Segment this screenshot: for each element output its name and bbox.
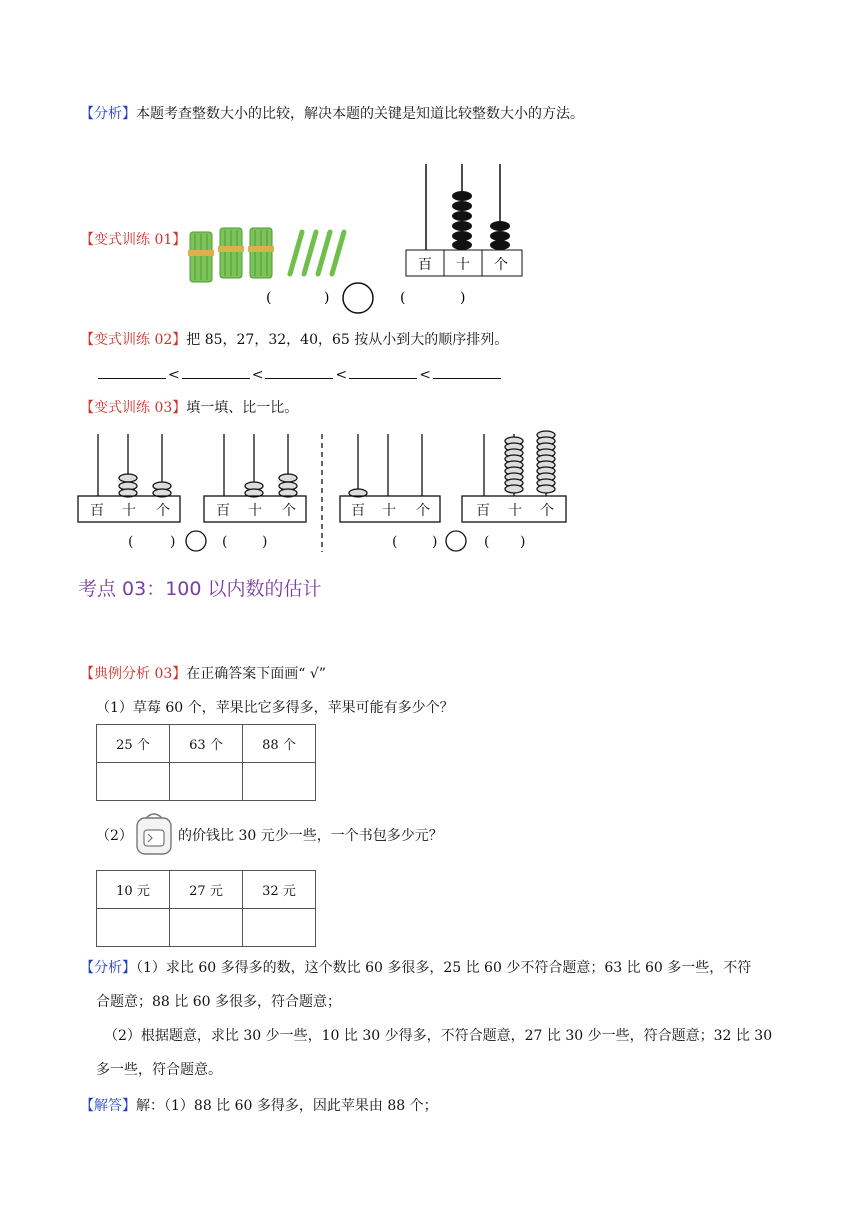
blank-4[interactable] <box>349 364 417 379</box>
schoolbag-icon <box>132 810 176 858</box>
abacusB-label-bai: 百 <box>216 503 230 519</box>
q2-option-1: 10 元 <box>97 871 170 909</box>
compare-circle-2 <box>446 531 466 551</box>
variant01-figure <box>186 160 526 320</box>
abacusD-label-ge: 个 <box>540 503 554 519</box>
blank-1[interactable] <box>98 364 166 379</box>
stick-bundles <box>188 228 344 282</box>
analysis-line <box>80 104 584 124</box>
variant03-figure <box>76 430 570 556</box>
blank-5[interactable] <box>433 364 501 379</box>
variant03-tag: 【变式训练 03】 <box>80 400 187 416</box>
example03-line <box>80 664 326 684</box>
question-1: （1）草莓 60 个，苹果比它多得多，苹果可能有多少个？ <box>96 700 454 716</box>
paren-b-l: ( <box>222 534 228 550</box>
q2-option-2: 27 元 <box>170 871 243 909</box>
analysis2-line3: （2）根据题意，求比 30 少一些，10 比 30 少得多，不符合题意，27 比 30 少一些，符合题意；32 比 30 <box>104 1028 773 1044</box>
answer-text: 解：（1）88 比 60 多得多，因此苹果由 88 个； <box>136 1098 438 1114</box>
abacusA-label-bai: 百 <box>90 503 104 519</box>
paren-left-2: ( <box>400 290 406 306</box>
compare-circle <box>343 283 373 313</box>
lt-3: < <box>335 367 348 383</box>
abacusD-label-bai: 百 <box>476 503 490 519</box>
paren-a-l: ( <box>128 534 134 550</box>
paren-left-1: ( <box>266 290 272 306</box>
analysis-text: 本题考查整数大小的比较，解决本题的关键是知道比较整数大小的方法。 <box>136 106 584 122</box>
section-heading: 考点 03：100 以内数的估计 <box>78 578 322 600</box>
q1-table <box>96 724 316 801</box>
analysis2-text1: （1）求比 60 多得多的数，这个数比 60 多很多，25 比 60 少不符合题意；63 比 60 多一些，不符 <box>136 960 752 976</box>
paren-c-l: ( <box>392 534 398 550</box>
paren-d-r: ) <box>520 534 526 550</box>
variant03-text: 填一填、比一比。 <box>186 400 299 416</box>
q2-answer-cell-3[interactable] <box>243 909 316 947</box>
lt-4: < <box>419 367 431 383</box>
q2-answer-cell-1[interactable] <box>97 909 170 947</box>
blank-2[interactable] <box>182 364 250 379</box>
lt-1: < <box>168 367 180 383</box>
answer-tag: 【解答】 <box>80 1098 136 1114</box>
paren-right-1: ) <box>324 290 330 306</box>
analysis-tag: 【分析】 <box>80 106 136 122</box>
compare-circle-1 <box>186 531 206 551</box>
blank-3[interactable] <box>265 364 333 379</box>
abacus01-label-bai: 百 <box>418 257 432 273</box>
paren-b-r: ) <box>262 534 268 550</box>
q1-answer-cell-1[interactable] <box>97 763 170 801</box>
q2-option-3: 32 元 <box>243 871 316 909</box>
analysis2-line1 <box>80 958 751 978</box>
abacusC-label-bai: 百 <box>351 503 365 519</box>
example03-tag: 【典例分析 03】 <box>80 666 187 682</box>
ordering-blanks <box>98 364 501 385</box>
abacusD-label-shi: 十 <box>508 503 522 519</box>
abacusB-label-shi: 十 <box>248 503 262 519</box>
variant01-tag: 【变式训练 01】 <box>80 232 187 248</box>
abacusB-label-ge: 个 <box>282 503 296 519</box>
variant02-tag: 【变式训练 02】 <box>80 332 187 348</box>
abacusA-label-ge: 个 <box>156 503 170 519</box>
example03-text: 在正确答案下面画“ √” <box>186 666 326 682</box>
variant03-line <box>80 398 298 418</box>
analysis2-line2: 合题意；88 比 60 多很多，符合题意； <box>96 994 341 1010</box>
abacus01-label-ge: 个 <box>494 257 508 273</box>
abacusC-label-ge: 个 <box>416 503 430 519</box>
q2-suffix: 的价钱比 30 元少一些，一个书包多少元？ <box>178 828 443 844</box>
variant02-text: 把 85，27，32，40，65 按从小到大的顺序排列。 <box>186 332 509 348</box>
q1-option-3: 88 个 <box>243 725 316 763</box>
paren-d-l: ( <box>484 534 490 550</box>
q1-answer-cell-3[interactable] <box>243 763 316 801</box>
q2-answer-cell-2[interactable] <box>170 909 243 947</box>
q2-prefix: （2） <box>96 828 133 844</box>
abacus01-label-shi: 十 <box>456 257 470 273</box>
lt-2: < <box>251 367 264 383</box>
paren-right-2: ) <box>460 290 466 306</box>
paren-a-r: ) <box>170 534 176 550</box>
analysis2-line4: 多一些，符合题意。 <box>96 1062 222 1078</box>
paren-c-r: ) <box>432 534 438 550</box>
answer-line <box>80 1096 438 1116</box>
q1-option-2: 63 个 <box>170 725 243 763</box>
q2-table <box>96 870 316 947</box>
abacusC-label-shi: 十 <box>382 503 396 519</box>
analysis2-tag: 【分析】 <box>80 960 136 976</box>
q1-answer-cell-2[interactable] <box>170 763 243 801</box>
variant02-line <box>80 330 508 350</box>
q1-option-1: 25 个 <box>97 725 170 763</box>
abacusA-label-shi: 十 <box>122 503 136 519</box>
